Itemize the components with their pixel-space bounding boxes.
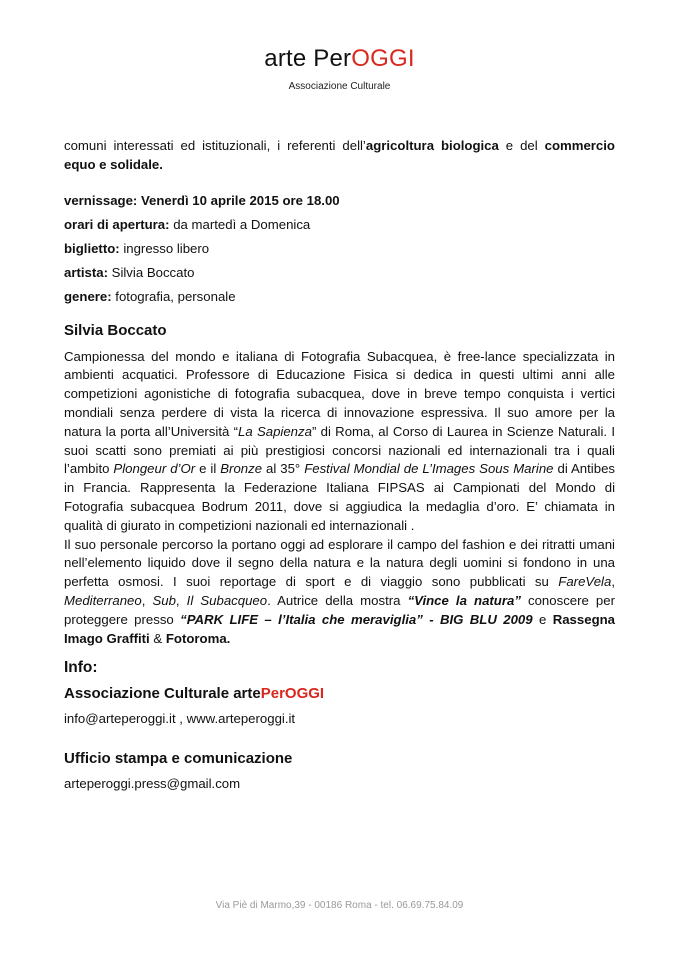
document-body: [64, 137, 615, 793]
artista-label: artista:: [64, 264, 108, 280]
bio-italic: Plongeur d’Or: [113, 461, 196, 477]
bio-text: Il suo personale percorso la portano oggi ad esplorare il campo del fashion e dei ritratti umani nell’elemento liquido dove il segno della natura e la natura degli uomini si fondono in una perfetta osmosi. I suoi reportage di sport e di viaggio sono pubblicati su: [64, 536, 615, 590]
press-office-heading: Ufficio stampa e comunicazione: [64, 750, 293, 768]
exhibition-title: “Vince la natura”: [407, 592, 521, 608]
bio-text: ,: [611, 574, 615, 590]
magazine-name: Sub: [152, 592, 176, 608]
bio-text: &: [149, 630, 166, 646]
vernissage-line: vernissage: Venerdì 10 aprile 2015 ore 18.00: [64, 192, 340, 208]
info-heading: Info:: [64, 659, 98, 677]
magazine-name: FareVela: [558, 574, 612, 590]
genere-label: genere:: [64, 288, 112, 304]
bio-text: e il: [195, 461, 221, 477]
bio-text: ” di Roma, al Corso di Laurea in Scienze Naturali. I suoi scatti sono premiati ai più prestigiosi concorsi nazionali ed internazionali tra i quali l’ambito: [64, 423, 616, 477]
bio-italic: Festival Mondial de L’Images Sous Marine: [304, 461, 554, 477]
association-name: [64, 684, 615, 704]
biglietto-line: [64, 240, 615, 258]
exhibition-name: Fotoroma.: [165, 630, 231, 646]
tagline: Associazione Culturale: [288, 81, 391, 92]
association-accent: Per: [260, 685, 285, 703]
intro-text-1: comuni interessati ed istituzionali, i referenti dell’: [64, 138, 366, 153]
magazine-name: Il Subacqueo: [186, 592, 268, 608]
association-text: Associazione Culturale arte: [64, 685, 261, 703]
association-accent: OGGI: [284, 685, 325, 703]
intro-text-2: e del: [498, 138, 545, 153]
bio-text: ,: [141, 592, 153, 608]
biglietto-label: biglietto:: [64, 240, 120, 256]
bio-heading: Silvia Boccato: [64, 321, 167, 339]
bio-text: Campionessa del mondo e italiana di Fotografia Subacquea, è free-lance specializzata in ambienti acquatici. Professore di Educazione Fisica si dedica in questi ultimi anni alle competizioni agonistiche di fotografia subacquea, dove in breve tempo conquista i vertici mondiali senza perdere di vista la ricerca di innovazione espressiva. Il suo amore per la natura la porta all’Università “: [64, 348, 615, 439]
orari-label: orari di apertura:: [64, 216, 170, 232]
genere-value: fotografia, personale: [111, 288, 236, 304]
brand-text-accent: OGGI: [351, 45, 415, 72]
bio-text: ,: [175, 592, 187, 608]
bio-text: di Antibes in Francia. Rappresenta la Federazione Italiana FIPSAS ai Campionati del Mondo di Fotografia subacquea Bodrum 2011, dove si aggiudica la medaglia d’oro. E’ chiamata in qualità di giurato in competizioni nazionali ed internazionali .: [64, 461, 615, 533]
exhibition-title: “PARK LIFE – l’Italia che meraviglia” - BIG BLU 2009: [180, 611, 533, 627]
bio-italic: La Sapienza: [238, 423, 312, 439]
orari-value: da martedì a Domenica: [169, 216, 311, 232]
bio-text: e: [532, 611, 553, 627]
intro-bold-2: commercio equo e solidale.: [64, 138, 615, 172]
footer-address: Via Piè di Marmo,39 - 00186 Roma - tel. 06.69.75.84.09: [215, 900, 464, 911]
brand-text: arte Per: [264, 45, 352, 72]
artista-line: [64, 264, 615, 282]
bio-paragraph-1: [64, 348, 615, 536]
artista-value: Silvia Boccato: [107, 264, 195, 280]
genere-line: [64, 288, 615, 306]
bio-text: . Autrice della mostra: [267, 592, 408, 608]
intro-paragraph: [64, 137, 615, 175]
magazine-name: Mediterraneo: [64, 592, 142, 608]
press-email[interactable]: arteperoggi.press@gmail.com: [64, 776, 241, 792]
bio-text: conoscere per proteggere presso: [64, 592, 615, 627]
bio-italic: Bronze: [220, 461, 263, 477]
intro-bold-1: agricoltura biologica: [365, 138, 499, 153]
contact-links[interactable]: info@arteperoggi.it , www.arteperoggi.it: [64, 711, 296, 727]
brand-logo: [0, 44, 679, 74]
letterhead: [0, 44, 679, 94]
bio-text: al 35°: [262, 461, 305, 477]
biglietto-value: ingresso libero: [119, 240, 210, 256]
orari-line: [64, 216, 615, 234]
exhibition-name: Rassegna Imago Graffiti: [64, 611, 616, 646]
bio-paragraph-2: [64, 536, 615, 649]
